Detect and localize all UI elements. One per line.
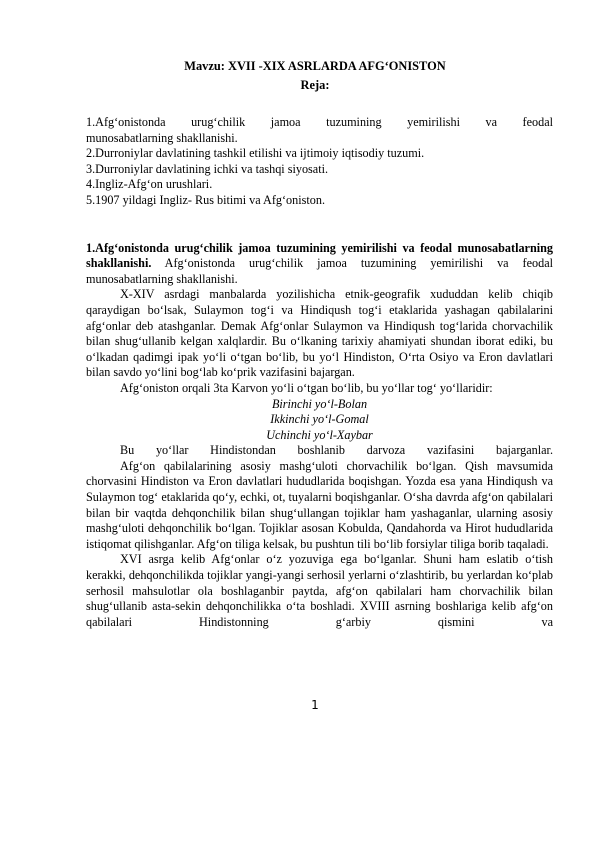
section-heading-paragraph <box>86 241 553 288</box>
section-heading: 1.Afgʻonistonda urugʻchilik jamoa tuzumining yemirilishi va feodal munosabatlarning shakllanishi. <box>86 240 553 271</box>
paragraph-3: Bu yoʻllar Hindistondan boshlanib darvoza vazifasini bajarganlar. <box>120 443 553 458</box>
route-1: Birinchi yoʻl-Bolan <box>271 396 368 411</box>
paragraph-1: X-XIV asrdagi manbalarda yozilishicha etnik-geografik xududdan kelib chiqib qaraydigan boʻlsak, Sulaymon togʻi va Hindiqush togʻi etaklarida yashagan qabilalarini afgʻonlar deb atashganlar. Demak Afgʻonlar Sulaymon va Hindiqush togʻlarida chorvachilik bilan shugʻullanib kelgan xalqlardir. Bu oʻlkaning tarixiy ahamiyati shundan iborat ediki, bu oʻlkadan qadimgi ipak yoʻli oʻtgan boʻlib, bu yoʻl Hindiston, Oʻrta Osiyo va Eron davlatlari bilan savdo yoʻlini bogʻlab koʻprik vazifasini bajargan. <box>86 287 553 380</box>
plan-list <box>86 115 553 209</box>
paragraph-2: Afgʻoniston orqali 3ta Karvon yoʻli oʻtgan boʻlib, bu yoʻllar togʻ yoʻllaridir: <box>120 380 493 395</box>
plan-label: Reja: <box>300 78 330 92</box>
section-1 <box>86 241 553 631</box>
plan-item-5: 5.1907 yildagi Ingliz- Rus bitimi va Afgʻoniston. <box>86 192 325 207</box>
plan-item-1: 1.Afgʻonistonda urugʻchilik jamoa tuzumining yemirilishi va feodal <box>86 115 553 129</box>
paragraph-4: Afgʻon qabilalarining asosiy mashgʻuloti chorvachilik boʻlgan. Qish mavsumida chorvasini Hindiston va Eron davlatlari hududlarida boqishgan. Yozda esa yana Hindiqush va Sulaymon togʻ etaklarida qoʻy, echki, ot, tuyalarni boqishganlar. Oʻsha davrda afgʻon qabilalari bilan bir vaqtda dehqonchilik bilan shugʻullangan tojiklar ham yashaganlar, ularning asosiy mashgʻuloti dehqonchilik boʻlgan. Tojiklar asosan Kobulda, Qandahorda va Hirot hududlarida istiqomat qilishganlar. Afgʻon tiliga kelsak, bu pushtun tili boʻlib forsiylar tiliga borib taqaladi. <box>86 458 553 551</box>
route-2: Ikkinchi yoʻl-Gomal <box>270 412 369 427</box>
plan-item-2: 2.Durroniylar davlatining tashkil etilishi va ijtimoiy iqtisodiy tuzumi. <box>86 146 425 161</box>
document-title: Mavzu: XVII -XIX ASRLARDA AFGʻONISTON <box>184 59 446 73</box>
plan-item-3: 3.Durroniylar davlatining ichki va tashqi siyosati. <box>86 161 329 176</box>
plan-item-1-cont: munosabatlarning shakllanishi. <box>86 130 238 145</box>
page-number: 1 <box>311 698 319 712</box>
paragraph-5: XVI asrga kelib Afgʻonlar oʻz yozuviga ega boʻlganlar. Shuni ham eslatib oʻtish kerakki, dehqonchilikda tojiklar yangi-yangi serhosil yerlarni oʻzlashtirib, bu yerlardan koʻplab serhosil mahsulotlar ola boshlaganbir paytda, afgʻon qabilalari ham chorvachilik bilan shugʻullanib asta-sekin dehqonchilikka oʻta boshladi. XVIII asrning boshlariga kelib afgʻon qabilalari Hindistonning gʻarbiy qismini va <box>86 552 553 629</box>
section-heading-tail: Afgʻonistonda urugʻchilik jamoa tuzumining yemirilishi va feodal munosabatlarning shakllanishi. <box>86 256 553 286</box>
plan-item-4: 4.Ingliz-Afgʻon urushlari. <box>86 177 213 192</box>
document-body <box>86 115 553 630</box>
route-3: Uchinchi yoʻl-Xaybar <box>266 427 373 442</box>
